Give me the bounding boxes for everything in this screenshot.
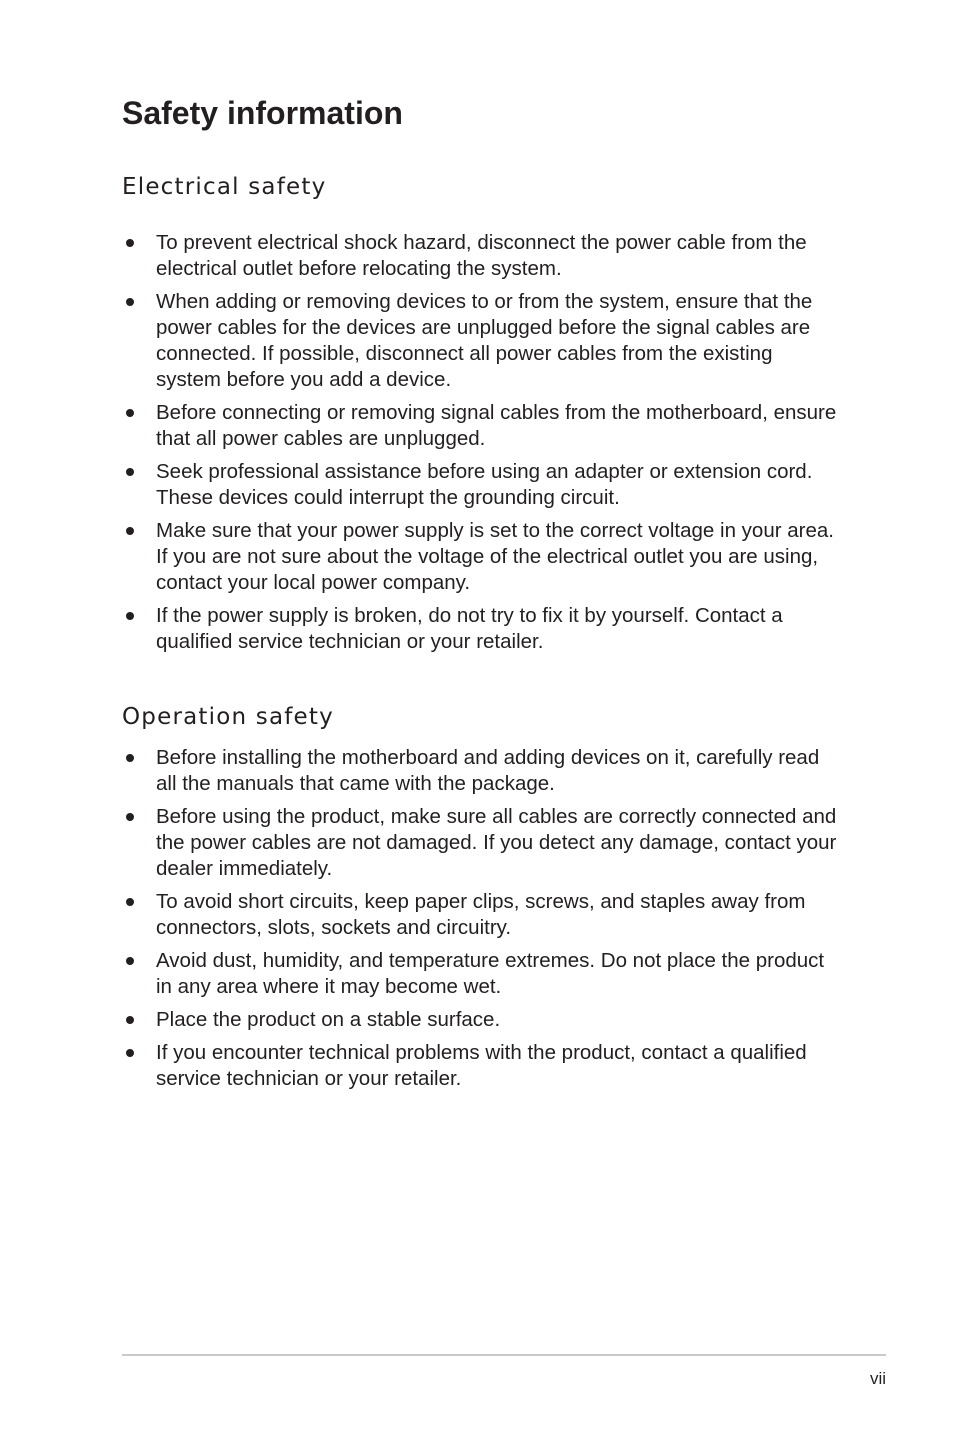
footer-divider [122, 1354, 886, 1356]
bullet-icon [126, 239, 134, 247]
list-item-text: Place the product on a stable surface. [156, 1008, 501, 1031]
list-item-text: Make sure that your power supply is set to the correct voltage in your area. If you are not sure about the voltage of the electrical outlet you are using, contact your local power company. [156, 519, 834, 594]
list-item-text: To prevent electrical shock hazard, disconnect the power cable from the electrical outlet before relocating the system. [156, 231, 807, 280]
bullet-icon [126, 898, 134, 906]
list-item [122, 459, 842, 511]
list-item-text: When adding or removing devices to or from the system, ensure that the power cables for the devices are unplugged before the signal cables are connected. If possible, disconnect all power cables from the existing system before you add a device. [156, 290, 813, 391]
list-item [122, 1007, 842, 1033]
list-item [122, 289, 842, 393]
list-item-text: Before connecting or removing signal cables from the motherboard, ensure that all power cables are unplugged. [156, 401, 837, 450]
bullet-icon [126, 957, 134, 965]
list-item [122, 1040, 842, 1092]
electrical-safety-heading: Electrical safety [122, 174, 327, 200]
list-item [122, 948, 842, 1000]
list-item [122, 889, 842, 941]
list-item-text: If the power supply is broken, do not try to fix it by yourself. Contact a qualified service technician or your retailer. [156, 604, 783, 653]
bullet-icon [126, 1016, 134, 1024]
electrical-safety-list [122, 230, 842, 662]
list-item [122, 745, 842, 797]
bullet-icon [126, 527, 134, 535]
list-item [122, 804, 842, 882]
list-item-text: Before installing the motherboard and adding devices on it, carefully read all the manuals that came with the package. [156, 746, 820, 795]
list-item-text: Avoid dust, humidity, and temperature extremes. Do not place the product in any area where it may become wet. [156, 949, 825, 998]
list-item-text: Before using the product, make sure all cables are correctly connected and the power cables are not damaged. If you detect any damage, contact your dealer immediately. [156, 805, 837, 880]
list-item-text: To avoid short circuits, keep paper clips, screws, and staples away from connectors, slots, sockets and circuitry. [156, 890, 806, 939]
list-item [122, 230, 842, 282]
list-item [122, 400, 842, 452]
bullet-icon [126, 612, 134, 620]
bullet-icon [126, 1049, 134, 1057]
bullet-icon [126, 754, 134, 762]
page-title: Safety information [122, 95, 403, 131]
list-item-text: If you encounter technical problems with the product, contact a qualified service technician or your retailer. [156, 1041, 807, 1090]
bullet-icon [126, 468, 134, 476]
operation-safety-heading: Operation safety [122, 704, 334, 730]
bullet-icon [126, 813, 134, 821]
operation-safety-list [122, 745, 842, 1099]
list-item [122, 603, 842, 655]
list-item [122, 518, 842, 596]
bullet-icon [126, 409, 134, 417]
list-item-text: Seek professional assistance before using an adapter or extension cord. These devices could interrupt the grounding circuit. [156, 460, 813, 509]
bullet-icon [126, 298, 134, 306]
page-number: vii [869, 1369, 886, 1388]
